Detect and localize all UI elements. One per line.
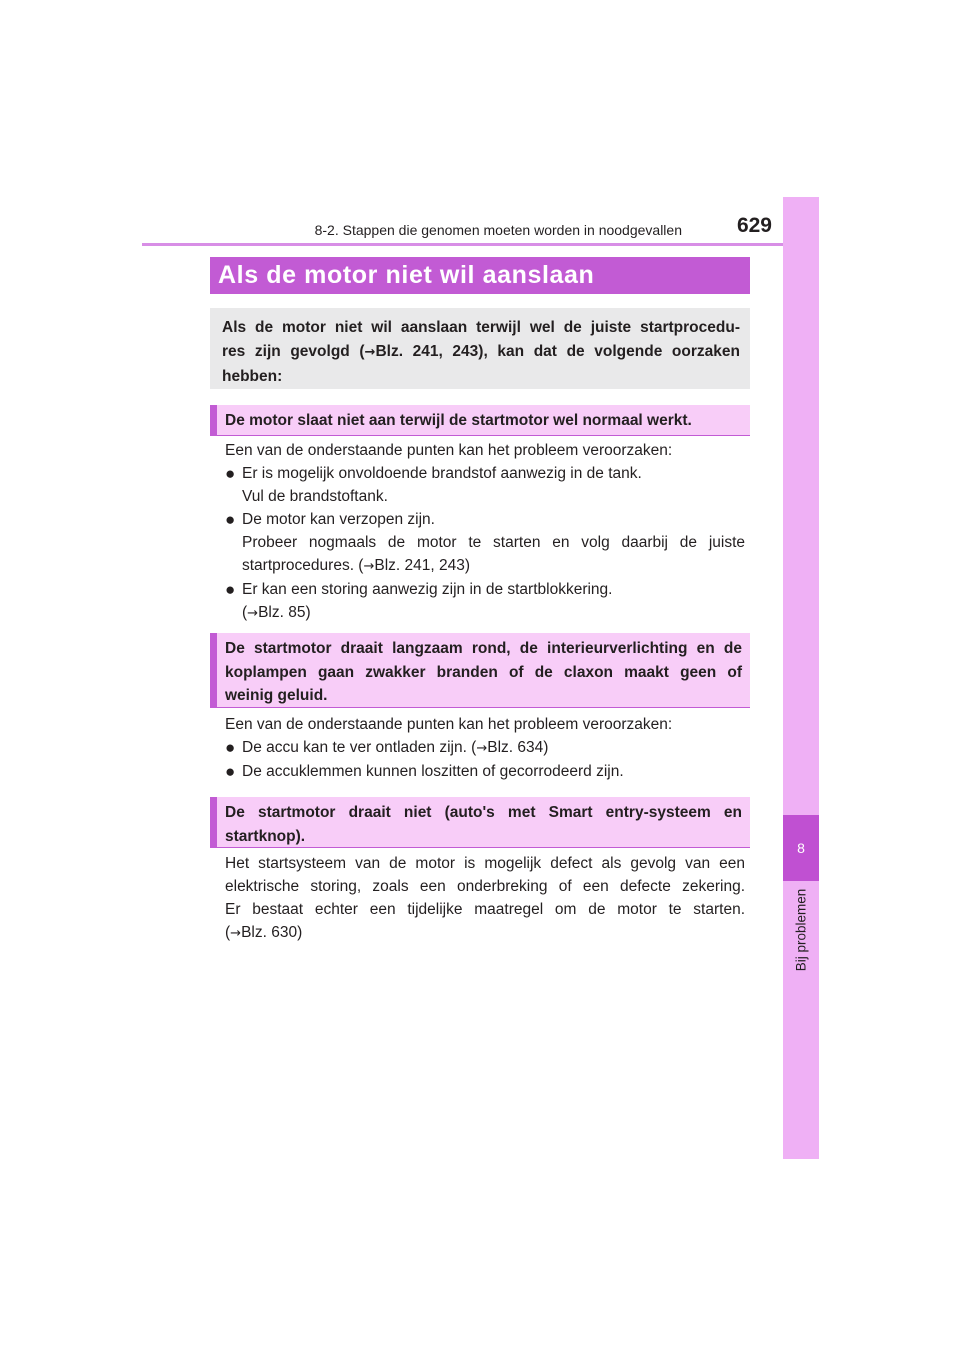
chapter-side-tab bbox=[783, 197, 819, 1159]
list-item-line bbox=[242, 554, 745, 578]
section-2-body bbox=[225, 713, 745, 783]
arrow-icon: → bbox=[247, 606, 259, 621]
section-heading-2-line-1: De startmotor draait langzaam rond, de interieurverlichting en de bbox=[225, 640, 742, 657]
intro-box bbox=[210, 308, 750, 389]
section-3-line-4-text-a: ( bbox=[225, 924, 231, 941]
list-item bbox=[225, 760, 745, 783]
list-item-text-b: Blz. 241, 243) bbox=[374, 557, 471, 574]
list-item-line: De accuklemmen kunnen loszitten of gecorrodeerd zijn. bbox=[242, 763, 624, 780]
section-3-line-4 bbox=[225, 921, 745, 945]
section-heading-2-line-2: koplampen gaan zwakker branden of de claxon maakt geen of bbox=[225, 663, 742, 681]
bullet-icon: ● bbox=[225, 510, 236, 529]
section-path: 8-2. Stappen die genomen moeten worden in noodgevallen bbox=[314, 222, 682, 238]
list-item-line bbox=[242, 601, 745, 625]
main-heading: Als de motor niet wil aanslaan bbox=[210, 257, 750, 294]
bullet-icon: ● bbox=[225, 464, 236, 483]
list-item bbox=[225, 578, 745, 625]
header-rule bbox=[142, 243, 818, 246]
chapter-label: Bij problemen bbox=[793, 888, 809, 972]
section-heading-2 bbox=[210, 633, 750, 708]
list-item bbox=[225, 462, 745, 508]
intro-line-3: hebben: bbox=[222, 368, 283, 385]
section-heading-2-line-3: weinig geluid. bbox=[225, 687, 328, 704]
page-number: 629 bbox=[736, 214, 772, 237]
section-3-line-4-text-b: Blz. 630) bbox=[241, 924, 303, 941]
list-item-line: Er kan een storing aanwezig zijn in de startblokkering. bbox=[242, 581, 613, 598]
list-item-line: De motor kan verzopen zijn. bbox=[242, 511, 435, 528]
list-item-line bbox=[242, 736, 745, 760]
section-heading-1 bbox=[210, 405, 750, 436]
list-item bbox=[225, 508, 745, 578]
arrow-icon: → bbox=[476, 741, 488, 756]
bullet-icon: ● bbox=[225, 738, 236, 757]
section-3-line-3: Er bestaat echter een tijdelijke maatregel om de motor te starten. bbox=[225, 901, 745, 918]
arrow-icon: → bbox=[364, 345, 376, 360]
section-heading-3-line-1: De startmotor draait niet (auto's met Smart entry-systeem en bbox=[225, 804, 742, 821]
list-item-text-a: De accu kan te ver ontladen zijn. ( bbox=[242, 739, 477, 756]
arrow-icon: → bbox=[363, 559, 375, 574]
section-1-lead: Een van de onderstaande punten kan het probleem veroorzaken: bbox=[225, 442, 673, 459]
section-heading-1-text: De motor slaat niet aan terwijl de startmotor wel normaal werkt. bbox=[225, 412, 692, 429]
list-item-text-a: ( bbox=[242, 604, 248, 621]
intro-line-2-text-a: res zijn gevolgd ( bbox=[222, 343, 365, 360]
section-1-body bbox=[225, 439, 745, 625]
section-heading-3-line-2: startknop). bbox=[225, 827, 306, 845]
list-item-text-b: Blz. 85) bbox=[258, 604, 311, 621]
list-item-text-a: startprocedures. ( bbox=[242, 557, 364, 574]
chapter-number-tab: 8 bbox=[783, 815, 819, 881]
list-item-line: Probeer nogmaals de motor te starten en volg daarbij de juiste bbox=[242, 534, 745, 551]
list-item-line: Er is mogelijk onvoldoende brandstof aanwezig in de tank. bbox=[242, 465, 642, 482]
arrow-icon: → bbox=[230, 926, 242, 941]
bullet-icon: ● bbox=[225, 762, 236, 781]
section-3-line-1: Het startsysteem van de motor is mogelijk defect als gevolg van een bbox=[225, 855, 745, 872]
list-item-line: Vul de brandstoftank. bbox=[242, 488, 388, 505]
section-heading-3 bbox=[210, 797, 750, 848]
intro-line-1: Als de motor niet wil aanslaan terwijl wel de juiste startprocedu- bbox=[222, 319, 740, 336]
list-item bbox=[225, 736, 745, 760]
intro-line-2-text-b: Blz. 241, 243), kan dat de volgende oorzaken bbox=[375, 343, 740, 360]
list-item-text-b: Blz. 634) bbox=[487, 739, 549, 756]
intro-line-2 bbox=[222, 340, 740, 365]
section-3-line-2: elektrische storing, zoals een onderbreking of een defecte zekering. bbox=[225, 878, 745, 895]
section-3-body bbox=[225, 852, 745, 945]
section-2-lead: Een van de onderstaande punten kan het probleem veroorzaken: bbox=[225, 716, 673, 733]
bullet-icon: ● bbox=[225, 580, 236, 599]
